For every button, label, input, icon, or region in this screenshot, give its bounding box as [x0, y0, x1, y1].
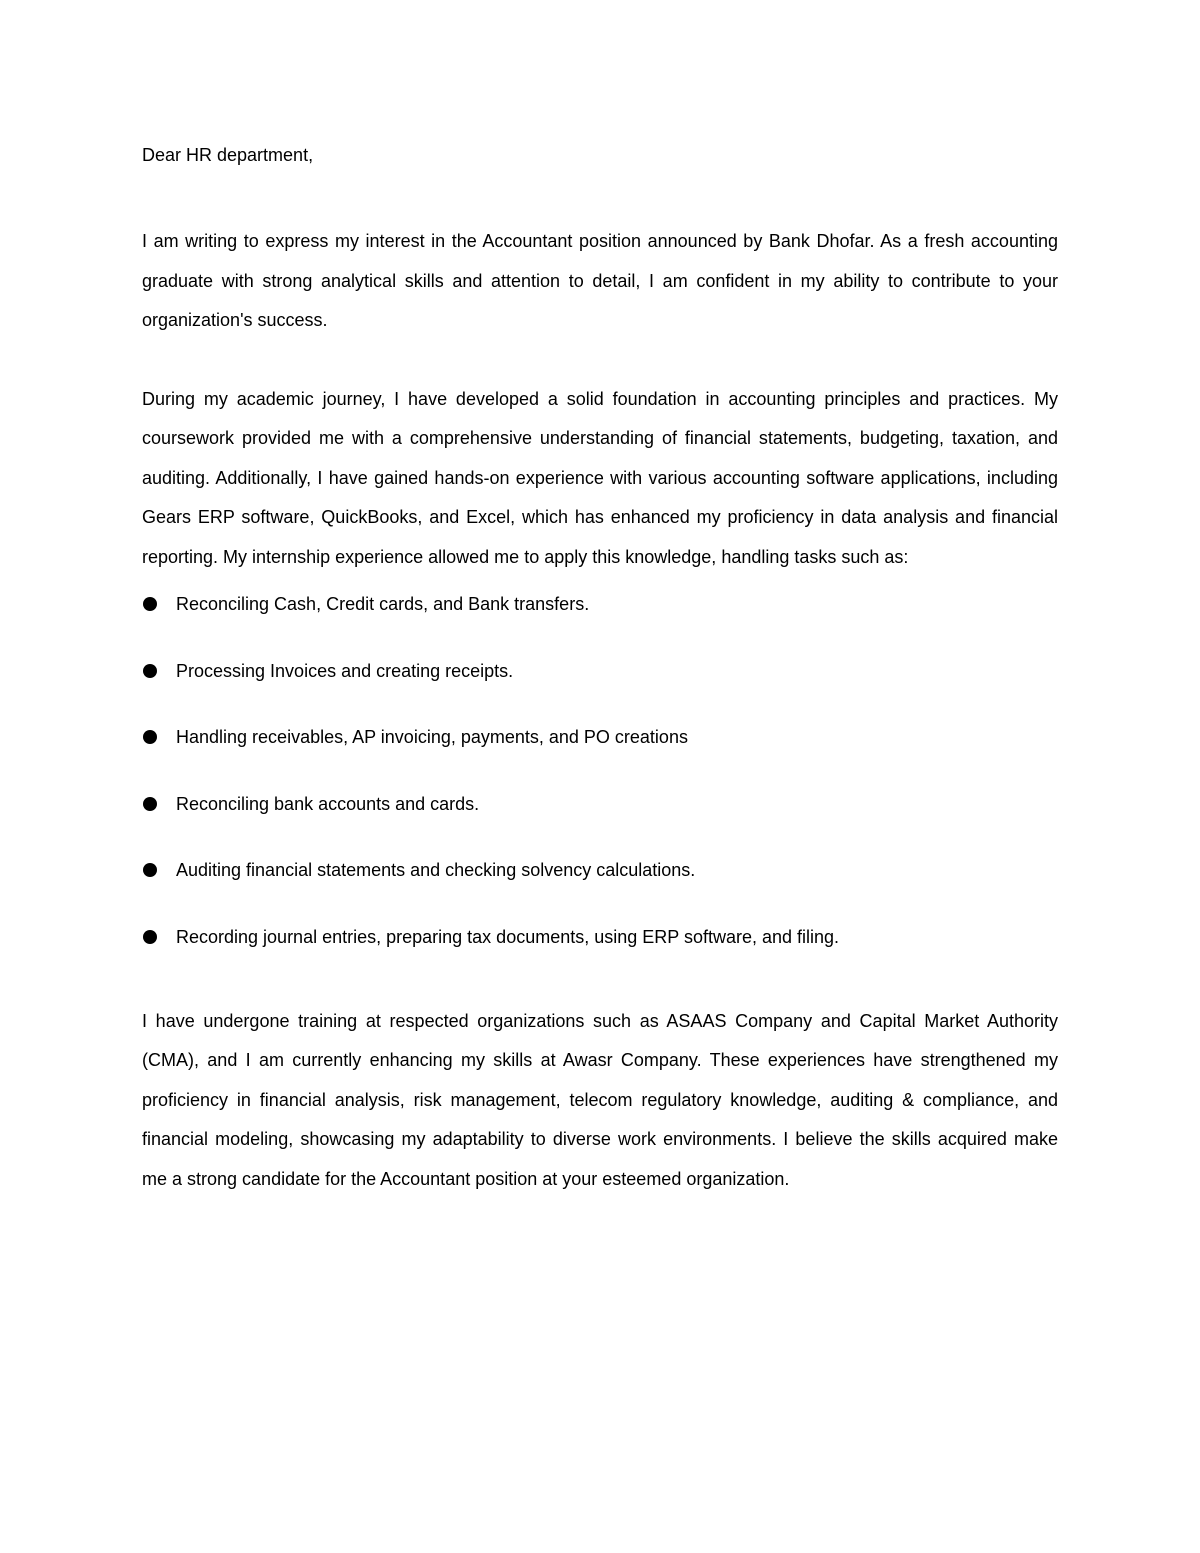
- task-list: [142, 591, 1058, 950]
- greeting: Dear HR department,: [142, 145, 314, 165]
- bullet-icon: [143, 930, 157, 944]
- task-text: Processing Invoices and creating receipts.: [176, 660, 514, 681]
- task-text: Recording journal entries, preparing tax documents, using ERP software, and filing.: [176, 926, 840, 947]
- paragraph-experience: During my academic journey, I have developed a solid foundation in accounting principles and practices. My coursework provided me with a comprehensive understanding of financial statements, budgeting, taxation, and auditing. Additionally, I have gained hands-on experience with various accounting software applications, including Gears ERP software, QuickBooks, and Excel, which has enhanced my proficiency in data analysis and financial reporting. My internship experience allowed me to apply this knowledge, handling tasks such as:: [142, 388, 1058, 567]
- list-item: [142, 591, 1058, 617]
- letter-page: [142, 142, 1058, 1199]
- bullet-icon: [143, 863, 157, 877]
- task-text: Reconciling bank accounts and cards.: [176, 793, 480, 814]
- list-item: [142, 658, 1058, 684]
- task-text: Auditing financial statements and checking solvency calculations.: [176, 860, 696, 880]
- task-text: Handling receivables, AP invoicing, payments, and PO creations: [176, 727, 688, 747]
- task-text: Reconciling Cash, Credit cards, and Bank transfers.: [176, 594, 590, 614]
- list-item: [142, 724, 1058, 750]
- list-item: [142, 857, 1058, 883]
- paragraph-intro: I am writing to express my interest in the Accountant position announced by Bank Dhofar. As a fresh accounting graduate with strong analytical skills and attention to detail, I am confident in my ability to contribute to your organization's success.: [142, 231, 1058, 330]
- paragraph-training: I have undergone training at respected organizations such as ASAAS Company and Capital Market Authority (CMA), and I am currently enhancing my skills at Awasr Company. These experiences have strengthened my proficiency in financial analysis, risk management, telecom regulatory knowledge, auditing & compliance, and financial modeling, showcasing my adaptability to diverse work environments. I believe the skills acquired make me a strong candidate for the Accountant position at your esteemed organization.: [142, 1010, 1058, 1189]
- bullet-icon: [143, 597, 157, 611]
- list-item: [142, 791, 1058, 817]
- list-item: [142, 924, 1058, 950]
- bullet-icon: [143, 797, 157, 811]
- bullet-icon: [143, 730, 157, 744]
- bullet-icon: [143, 664, 157, 678]
